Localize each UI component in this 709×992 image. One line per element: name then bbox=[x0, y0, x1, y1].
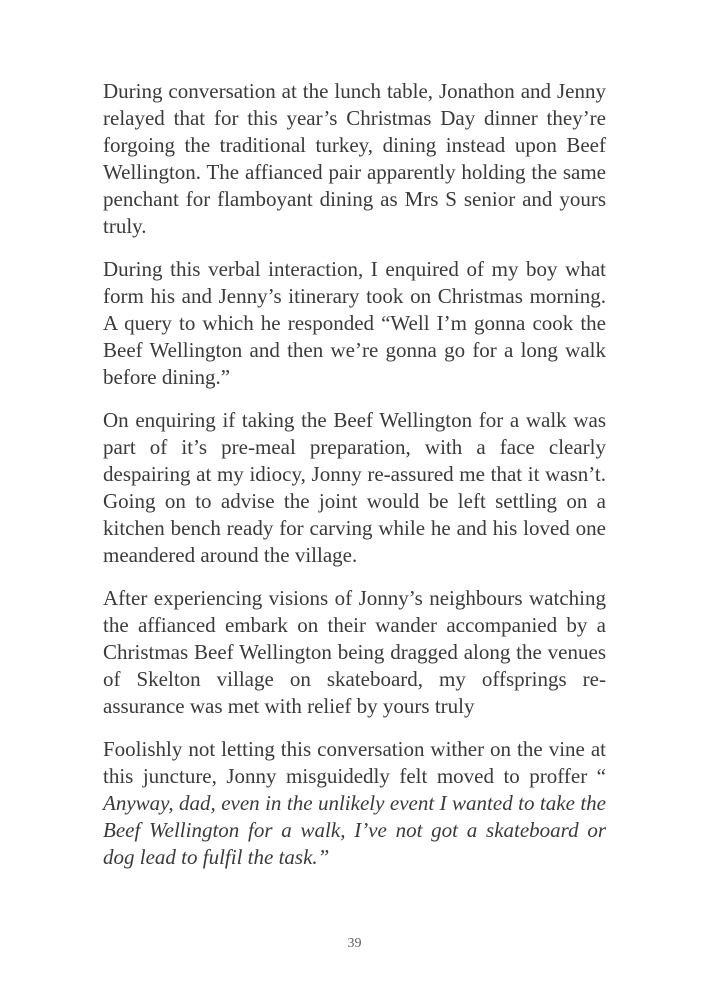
paragraph-5 bbox=[103, 736, 606, 871]
document-body bbox=[103, 78, 606, 887]
paragraph-4 bbox=[103, 585, 606, 720]
paragraph-2 bbox=[103, 256, 606, 391]
italic-quote-run: Anyway, dad, even in the unlikely event I wanted to take the Beef Wellington for a walk, I’ve not got a skateboard or dog lead to fulfil the task.” bbox=[103, 791, 606, 869]
text-run: Foolishly not letting this conversation wither on the vine at this juncture, Jonny misguidedly felt moved to proffer “ bbox=[103, 737, 606, 788]
text-run: After experiencing visions of Jonny’s neighbours watching the affianced embark on their wander accompanied by a Christmas Beef Wellington being dragged along the venues of Skelton village on skateboard, my offsprings re-assurance was met with relief by yours truly bbox=[103, 586, 606, 718]
paragraph-3 bbox=[103, 407, 606, 569]
text-run: During this verbal interaction, I enquired of my boy what form his and Jenny’s itinerary took on Christmas morning. A query to which he responded “Well I’m gonna cook the Beef Wellington and then we’re gonna go for a long walk before dining.” bbox=[103, 257, 606, 389]
page-number: 39 bbox=[347, 936, 362, 951]
paragraph-1 bbox=[103, 78, 606, 240]
text-run: During conversation at the lunch table, Jonathon and Jenny relayed that for this year’s Christmas Day dinner they’re forgoing the traditional turkey, dining instead upon Beef Wellington. The affianced pair apparently holding the same penchant for flamboyant dining as Mrs S senior and yours truly. bbox=[103, 79, 606, 238]
text-run: On enquiring if taking the Beef Wellington for a walk was part of it’s pre-meal preparation, with a face clearly despairing at my idiocy, Jonny re-assured me that it wasn’t. Going on to advise the joint would be left settling on a kitchen bench ready for carving while he and his loved one meandered around the village. bbox=[103, 408, 606, 567]
